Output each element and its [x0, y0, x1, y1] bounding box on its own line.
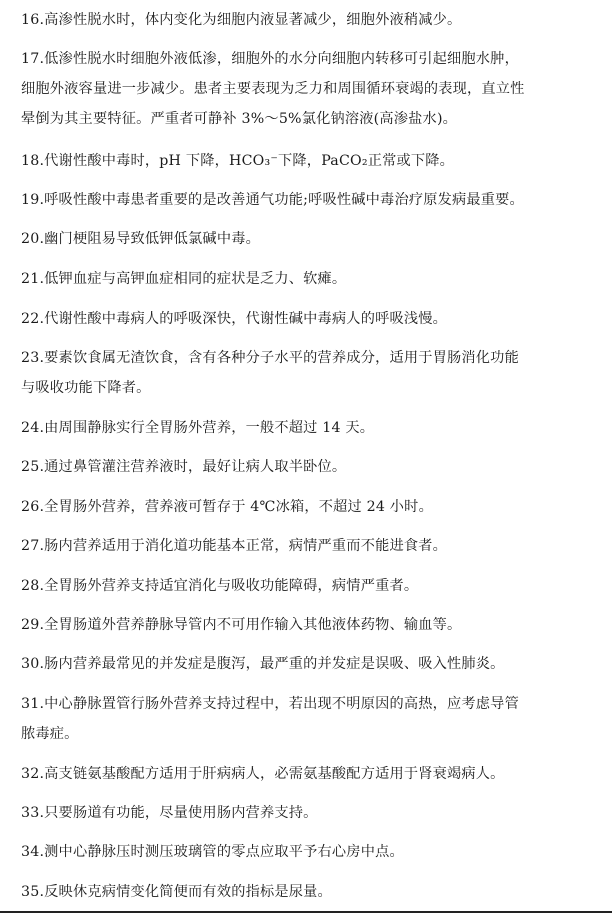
item-34 — [21, 837, 596, 867]
item-22-line-1: 22.代谢性酸中毒病人的呼吸深快，代谢性碱中毒病人的呼吸浅慢。 — [21, 311, 448, 327]
item-33-line-1: 33.只要肠道有功能，尽量使用肠内营养支持。 — [21, 805, 318, 821]
item-21 — [21, 264, 596, 294]
item-30 — [21, 649, 596, 679]
item-28 — [21, 571, 596, 601]
item-17 — [21, 44, 596, 134]
item-25 — [21, 452, 596, 482]
item-21-line-1: 21.低钾血症与高钾血症相同的症状是乏力、软瘫。 — [21, 271, 347, 287]
item-22 — [21, 304, 596, 334]
item-26 — [21, 492, 596, 522]
item-25-line-1: 25.通过鼻管灌注营养液时，最好让病人取半卧位。 — [21, 459, 347, 475]
item-33 — [21, 798, 596, 828]
item-16-line-1: 16.高渗性脱水时，体内变化为细胞内液显著减少，细胞外液稍减少。 — [21, 12, 462, 28]
item-23-line-2: 与吸收功能下降者。 — [21, 380, 151, 396]
item-20 — [21, 224, 596, 254]
item-18 — [21, 146, 596, 176]
item-24 — [21, 413, 596, 443]
item-34-line-1: 34.测中心静脉压时测压玻璃管的零点应取平予右心房中点。 — [21, 844, 404, 860]
item-24-line-1: 24.由周围静脉实行全胃肠外营养，一般不超过 14 天。 — [21, 420, 375, 436]
item-31-line-2: 脓毒症。 — [21, 726, 79, 742]
bottom-divider — [0, 911, 612, 913]
item-19 — [21, 185, 596, 215]
item-31-line-1: 31.中心静脉置管行肠外营养支持过程中，若出现不明原因的高热，应考虑导管 — [21, 696, 519, 712]
item-23 — [21, 343, 596, 403]
item-17-line-1: 17.低渗性脱水时细胞外液低渗，细胞外的水分向细胞内转移可引起细胞水肿， — [21, 51, 519, 67]
item-26-line-1: 26.全胃肠外营养，营养液可暂存于 4℃冰箱，不超过 24 小时。 — [21, 499, 433, 515]
item-23-line-1: 23.要素饮食属无渣饮食，含有各种分子水平的营养成分，适用于胃肠消化功能 — [21, 350, 519, 366]
item-32-line-1: 32.高支链氨基酸配方适用于肝病病人，必需氨基酸配方适用于肾衰竭病人。 — [21, 766, 505, 782]
item-29 — [21, 610, 596, 640]
item-27-line-1: 27.肠内营养适用于消化道功能基本正常，病情严重而不能进食者。 — [21, 538, 448, 554]
item-20-line-1: 20.幽门梗阻易导致低钾低氯碱中毒。 — [21, 231, 260, 247]
item-17-line-2: 细胞外液容量进一步减少。患者主要表现为乏力和周围循环衰竭的表现，直立性 — [21, 81, 525, 97]
item-31 — [21, 689, 596, 749]
item-28-line-1: 28.全胃肠外营养支持适宜消化与吸收功能障碍，病情严重者。 — [21, 578, 419, 594]
item-29-line-1: 29.全胃肠道外营养静脉导管内不可用作输入其他液体药物、输血等。 — [21, 617, 462, 633]
item-27 — [21, 531, 596, 561]
item-17-line-3: 晕倒为其主要特征。严重者可静补 3%～5%氯化钠溶液(高渗盐水)。 — [21, 111, 458, 127]
item-30-line-1: 30.肠内营养最常见的并发症是腹泻，最严重的并发症是误吸、吸入性肺炎。 — [21, 656, 505, 672]
item-35-line-1: 35.反映休克病情变化简便而有效的指标是尿量。 — [21, 884, 332, 900]
item-19-line-1: 19.呼吸性酸中毒患者重要的是改善通气功能;呼吸性碱中毒治疗原发病最重要。 — [21, 192, 524, 208]
item-16 — [21, 5, 596, 35]
item-35 — [21, 877, 596, 907]
item-18-line-1: 18.代谢性酸中毒时，pH 下降，HCO₃⁻下降，PaCO₂正常或下降。 — [21, 153, 455, 169]
item-32 — [21, 759, 596, 789]
